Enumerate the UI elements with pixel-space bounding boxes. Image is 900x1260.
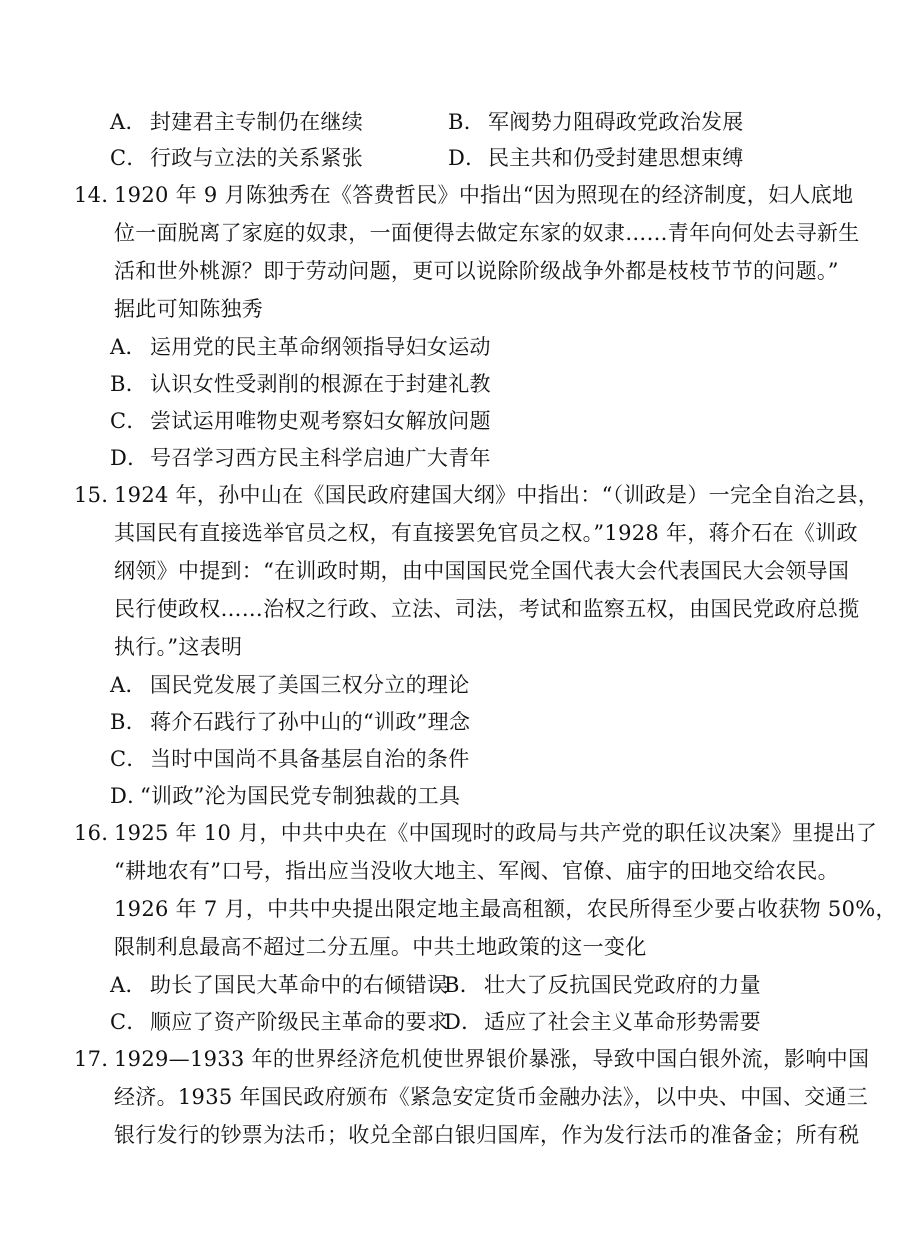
q15-stem-line: 纲领》中提到：“在训政时期，由中国国民党全国代表大会代表国民大会领导国 bbox=[114, 559, 850, 583]
q13-option-c bbox=[110, 143, 363, 173]
option-text: “训政”沦为国民党专制独裁的工具 bbox=[140, 784, 461, 808]
q14-stem-line: 活和世外桃源？即于劳动问题，更可以说除阶级战争外都是枝枝节节的问题。” bbox=[114, 259, 839, 283]
option-label: D． bbox=[448, 146, 487, 170]
q15-option-b bbox=[110, 707, 470, 737]
option-text: 壮大了反抗国民党政府的力量 bbox=[484, 973, 761, 997]
q16-stem-line: “耕地农有”口号，指出应当没收大地主、军阀、官僚、庙宇的田地交给农民。 bbox=[114, 859, 839, 883]
q15-option-d bbox=[110, 781, 460, 811]
q13-option-d bbox=[448, 143, 744, 173]
option-label: C． bbox=[110, 1010, 148, 1034]
option-label: D． bbox=[110, 784, 149, 808]
q14-stem-line: 据此可知陈独秀 bbox=[114, 297, 264, 321]
q17-number: 17． bbox=[74, 1047, 123, 1071]
option-label: A． bbox=[110, 973, 147, 997]
option-text: 运用党的民主革命纲领指导妇女运动 bbox=[150, 335, 491, 359]
q15-stem-line: 1924 年，孙中山在《国民政府建国大纲》中指出：“（训政是）一完全自治之县， bbox=[114, 483, 880, 507]
q13-option-b bbox=[448, 107, 744, 137]
option-label: C． bbox=[110, 747, 148, 771]
q16-option-d bbox=[444, 1007, 761, 1037]
option-label: B． bbox=[448, 110, 486, 134]
q16-option-c bbox=[110, 1007, 448, 1037]
q14-option-c bbox=[110, 406, 491, 436]
option-text: 顺应了资产阶级民主革命的要求 bbox=[150, 1010, 449, 1034]
q16-stem-line: 1926 年 7 月，中共中央提出限定地主最高租额，农民所得至少要占收获物 50%， bbox=[114, 897, 897, 921]
option-label: D． bbox=[444, 1010, 483, 1034]
q16-stem-line: 限制利息最高不超过二分五厘。中共土地政策的这一变化 bbox=[114, 935, 647, 959]
option-text: 军阀势力阻碍政党政治发展 bbox=[488, 110, 744, 134]
q14-option-b bbox=[110, 369, 491, 399]
option-text: 行政与立法的关系紧张 bbox=[150, 146, 363, 170]
option-label: B． bbox=[110, 372, 148, 396]
q17-stem-line: 银行发行的钞票为法币；收兑全部白银归国库，作为发行法币的准备金；所有税 bbox=[114, 1123, 860, 1147]
q14-number: 14． bbox=[74, 183, 123, 207]
q14-option-d bbox=[110, 443, 491, 473]
q16-option-b bbox=[444, 970, 761, 1000]
option-label: A． bbox=[110, 110, 147, 134]
q16-stem-line: 1925 年 10 月，中共中央在《中国现时的政局与共产党的职任议决案》里提出了 bbox=[114, 821, 878, 845]
option-text: 适应了社会主义革命形势需要 bbox=[484, 1010, 761, 1034]
q15-option-c bbox=[110, 744, 470, 774]
q15-stem-line: 民行使政权……治权之行政、立法、司法，考试和监察五权，由国民党政府总揽 bbox=[114, 597, 860, 621]
q16-option-a bbox=[110, 970, 448, 1000]
q15-number: 15． bbox=[74, 483, 123, 507]
option-text: 助长了国民大革命中的右倾错误 bbox=[150, 973, 449, 997]
q17-stem-line: 经济。1935 年国民政府颁布《紧急安定货币金融办法》，以中央、中国、交通三 bbox=[114, 1085, 869, 1109]
option-label: C． bbox=[110, 146, 148, 170]
option-label: A． bbox=[110, 673, 147, 697]
q14-stem-line: 位一面脱离了家庭的奴隶，一面便得去做定东家的奴隶……青年向何处去寻新生 bbox=[114, 221, 860, 245]
option-label: B． bbox=[110, 710, 148, 734]
option-text: 封建君主专制仍在继续 bbox=[150, 110, 363, 134]
option-label: C． bbox=[110, 409, 148, 433]
option-text: 民主共和仍受封建思想束缚 bbox=[488, 146, 744, 170]
option-label: B． bbox=[444, 973, 482, 997]
option-text: 国民党发展了美国三权分立的理论 bbox=[150, 673, 470, 697]
option-label: A． bbox=[110, 335, 147, 359]
q15-stem-line: 执行。”这表明 bbox=[114, 635, 243, 659]
q17-stem-line: 1929—1933 年的世界经济危机使世界银价暴涨，导致中国白银外流，影响中国 bbox=[114, 1047, 870, 1071]
option-text: 蒋介石践行了孙中山的“训政”理念 bbox=[150, 710, 471, 734]
option-text: 当时中国尚不具备基层自治的条件 bbox=[150, 747, 470, 771]
option-label: D． bbox=[110, 446, 149, 470]
option-text: 认识女性受剥削的根源在于封建礼教 bbox=[150, 372, 491, 396]
q16-number: 16． bbox=[74, 821, 123, 845]
q15-stem-line: 其国民有直接选举官员之权，有直接罢免官员之权。”1928 年，蒋介石在《训政 bbox=[114, 521, 858, 545]
q15-option-a bbox=[110, 670, 470, 700]
q13-option-a bbox=[110, 107, 363, 137]
q14-stem-line: 1920 年 9 月陈独秀在《答费哲民》中指出“因为照现在的经济制度，妇人底地 bbox=[114, 183, 854, 207]
q14-option-a bbox=[110, 332, 491, 362]
option-text: 尝试运用唯物史观考察妇女解放问题 bbox=[150, 409, 491, 433]
option-text: 号召学习西方民主科学启迪广大青年 bbox=[150, 446, 491, 470]
